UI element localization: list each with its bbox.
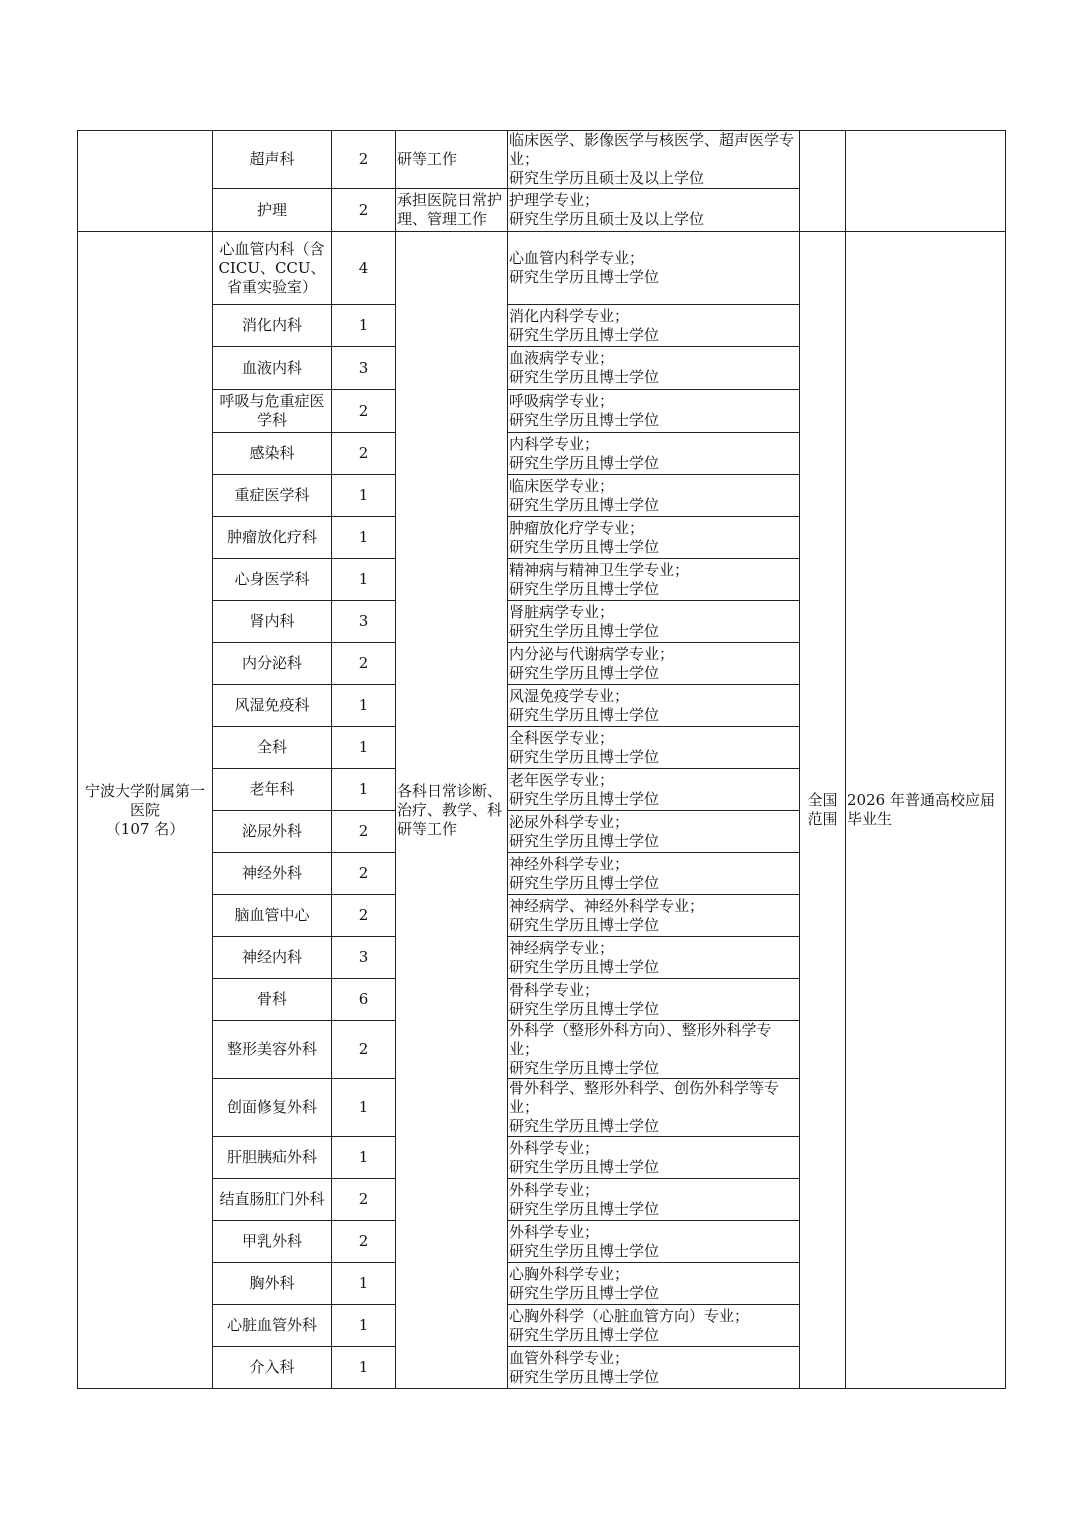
requirement-cell [508, 390, 800, 433]
requirement-major: 肿瘤放化疗学专业； [509, 518, 645, 537]
requirement-cell [508, 1221, 800, 1263]
requirement-major: 血管外科学专业； [509, 1348, 630, 1367]
requirement-major: 泌尿外科学专业； [509, 812, 630, 831]
dept-cell: 内分泌科 [213, 643, 332, 685]
duty-cell: 研等工作 [396, 131, 508, 189]
requirement-cell [508, 475, 800, 517]
requirement-cell [508, 895, 800, 937]
dept-cell: 感染科 [213, 433, 332, 475]
requirement-degree: 研究生学历且硕士及以上学位 [509, 210, 705, 228]
count-cell: 1 [332, 1347, 396, 1389]
requirement-cell [508, 131, 800, 189]
requirement-cell [508, 1137, 800, 1179]
requirement-cell [508, 1305, 800, 1347]
count-cell: 1 [332, 769, 396, 811]
requirement-cell [508, 853, 800, 895]
count-cell: 3 [332, 937, 396, 979]
dept-cell: 肿瘤放化疗科 [213, 517, 332, 559]
requirement-major: 神经外科学专业； [509, 854, 630, 873]
dept-cell: 消化内科 [213, 305, 332, 347]
requirement-degree: 研究生学历且博士学位 [509, 537, 660, 556]
dept-cell: 重症医学科 [213, 475, 332, 517]
requirement-cell [508, 305, 800, 347]
requirement-major: 外科学专业； [509, 1222, 600, 1241]
requirement-major: 心血管内科学专业； [509, 249, 645, 267]
requirement-degree: 研究生学历且硕士及以上学位 [509, 169, 705, 187]
requirement-degree: 研究生学历且博士学位 [509, 1325, 660, 1344]
dept-cell: 老年科 [213, 769, 332, 811]
count-cell: 2 [332, 1021, 396, 1079]
requirement-degree: 研究生学历且博士学位 [509, 411, 660, 429]
requirement-cell [508, 1079, 800, 1137]
requirement-major: 骨外科学、整形外科学、创伤外科学等专业； [509, 1079, 780, 1116]
requirement-major: 护理学专业； [509, 191, 600, 209]
requirement-cell [508, 189, 800, 232]
requirement-major: 内分泌与代谢病学专业； [509, 644, 675, 663]
requirement-major: 外科学专业； [509, 1138, 600, 1157]
count-cell: 2 [332, 1179, 396, 1221]
dept-cell: 呼吸与危重症医学科 [213, 390, 332, 433]
count-cell: 2 [332, 433, 396, 475]
dept-cell: 介入科 [213, 1347, 332, 1389]
requirement-cell [508, 347, 800, 390]
dept-cell: 脑血管中心 [213, 895, 332, 937]
duty-cell: 各科日常诊断、治疗、教学、科研等工作 [396, 232, 508, 1389]
requirement-major: 外科学（整形外科方向）、整形外科学专业； [509, 1021, 772, 1058]
requirement-cell [508, 1263, 800, 1305]
requirement-degree: 研究生学历且博士学位 [509, 621, 660, 640]
requirement-degree: 研究生学历且博士学位 [509, 1367, 660, 1386]
requirement-major: 老年医学专业； [509, 770, 615, 789]
requirement-cell [508, 1179, 800, 1221]
requirement-major: 消化内科学专业； [509, 306, 630, 325]
count-cell: 2 [332, 1221, 396, 1263]
dept-cell: 甲乳外科 [213, 1221, 332, 1263]
dept-cell: 肝胆胰疝外科 [213, 1137, 332, 1179]
dept-cell: 胸外科 [213, 1263, 332, 1305]
dept-cell: 骨科 [213, 979, 332, 1021]
requirement-degree: 研究生学历且博士学位 [509, 1241, 660, 1260]
table-body [78, 131, 1006, 1389]
requirement-major: 全科医学专业； [509, 728, 615, 747]
table-row [78, 232, 1006, 305]
requirement-major: 神经病学专业； [509, 938, 615, 957]
requirement-degree: 研究生学历且博士学位 [509, 495, 660, 514]
requirement-cell [508, 1347, 800, 1389]
requirement-major: 骨科学专业； [509, 980, 600, 999]
requirement-degree: 研究生学历且博士学位 [509, 1283, 660, 1302]
dept-cell: 血液内科 [213, 347, 332, 390]
table-row [78, 131, 1006, 189]
dept-cell: 创面修复外科 [213, 1079, 332, 1137]
count-cell: 2 [332, 189, 396, 232]
requirement-cell [508, 559, 800, 601]
requirement-degree: 研究生学历且博士学位 [509, 873, 660, 892]
dept-cell: 神经外科 [213, 853, 332, 895]
requirement-cell [508, 685, 800, 727]
count-cell: 2 [332, 853, 396, 895]
requirement-degree: 研究生学历且博士学位 [509, 1059, 660, 1077]
requirement-cell [508, 937, 800, 979]
requirement-degree: 研究生学历且博士学位 [509, 1157, 660, 1176]
count-cell: 1 [332, 685, 396, 727]
dept-cell: 护理 [213, 189, 332, 232]
scope-cell: 全国范围 [800, 232, 846, 1389]
requirement-major: 呼吸病学专业； [509, 392, 615, 410]
requirement-degree: 研究生学历且博士学位 [509, 453, 660, 472]
requirement-degree: 研究生学历且博士学位 [509, 579, 660, 598]
requirement-cell [508, 1021, 800, 1079]
requirement-major: 心胸外科学（心脏血管方向）专业； [509, 1306, 750, 1325]
requirement-degree: 研究生学历且博士学位 [509, 268, 660, 286]
count-cell: 2 [332, 390, 396, 433]
count-cell: 1 [332, 475, 396, 517]
count-cell: 1 [332, 1263, 396, 1305]
requirement-cell [508, 769, 800, 811]
requirement-major: 神经病学、神经外科学专业； [509, 896, 705, 915]
requirement-degree: 研究生学历且博士学位 [509, 831, 660, 850]
dept-cell: 心脏血管外科 [213, 1305, 332, 1347]
count-cell: 3 [332, 601, 396, 643]
count-cell: 1 [332, 559, 396, 601]
requirement-degree: 研究生学历且博士学位 [509, 957, 660, 976]
count-cell: 6 [332, 979, 396, 1021]
count-cell: 2 [332, 643, 396, 685]
scope-cell-continued [800, 131, 846, 232]
requirement-major: 血液病学专业； [509, 349, 615, 367]
dept-cell: 全科 [213, 727, 332, 769]
requirement-degree: 研究生学历且博士学位 [509, 325, 660, 344]
count-cell: 1 [332, 1079, 396, 1137]
requirement-degree: 研究生学历且博士学位 [509, 368, 660, 386]
unit-cell: 宁波大学附属第一医院 （107 名） [78, 232, 213, 1389]
duty-cell: 承担医院日常护理、管理工作 [396, 189, 508, 232]
other-requirement-cell: 2026 年普通高校应届毕业生 [846, 232, 1006, 1389]
requirement-degree: 研究生学历且博士学位 [509, 1117, 660, 1135]
requirement-cell [508, 517, 800, 559]
requirement-degree: 研究生学历且博士学位 [509, 999, 660, 1018]
requirement-degree: 研究生学历且博士学位 [509, 915, 660, 934]
requirement-degree: 研究生学历且博士学位 [509, 663, 660, 682]
count-cell: 1 [332, 1137, 396, 1179]
requirement-major: 心胸外科学专业； [509, 1264, 630, 1283]
count-cell: 1 [332, 727, 396, 769]
requirement-cell [508, 979, 800, 1021]
requirement-cell [508, 727, 800, 769]
count-cell: 1 [332, 305, 396, 347]
requirement-cell [508, 232, 800, 305]
unit-cell-continued [78, 131, 213, 232]
requirement-degree: 研究生学历且博士学位 [509, 1199, 660, 1218]
requirement-major: 临床医学、影像医学与核医学、超声医学专业； [509, 131, 795, 168]
dept-cell: 超声科 [213, 131, 332, 189]
requirement-cell [508, 811, 800, 853]
dept-cell: 风湿免疫科 [213, 685, 332, 727]
requirement-degree: 研究生学历且博士学位 [509, 705, 660, 724]
requirement-degree: 研究生学历且博士学位 [509, 747, 660, 766]
dept-cell: 泌尿外科 [213, 811, 332, 853]
dept-cell: 肾内科 [213, 601, 332, 643]
dept-cell: 心血管内科（含 CICU、CCU、省重实验室） [213, 232, 332, 305]
requirement-degree: 研究生学历且博士学位 [509, 789, 660, 808]
count-cell: 3 [332, 347, 396, 390]
count-cell: 1 [332, 1305, 396, 1347]
dept-cell: 神经内科 [213, 937, 332, 979]
recruitment-table [77, 130, 1006, 1389]
dept-cell: 结直肠肛门外科 [213, 1179, 332, 1221]
count-cell: 2 [332, 131, 396, 189]
requirement-major: 外科学专业； [509, 1180, 600, 1199]
other-cell-continued [846, 131, 1006, 232]
requirement-major: 内科学专业； [509, 434, 600, 453]
requirement-major: 风湿免疫学专业； [509, 686, 630, 705]
requirement-cell [508, 433, 800, 475]
requirement-cell [508, 643, 800, 685]
dept-cell: 心身医学科 [213, 559, 332, 601]
requirement-major: 精神病与精神卫生学专业； [509, 560, 690, 579]
requirement-major: 临床医学专业； [509, 476, 615, 495]
requirement-cell [508, 601, 800, 643]
count-cell: 2 [332, 811, 396, 853]
dept-cell: 整形美容外科 [213, 1021, 332, 1079]
count-cell: 4 [332, 232, 396, 305]
count-cell: 1 [332, 517, 396, 559]
requirement-major: 肾脏病学专业； [509, 602, 615, 621]
count-cell: 2 [332, 895, 396, 937]
